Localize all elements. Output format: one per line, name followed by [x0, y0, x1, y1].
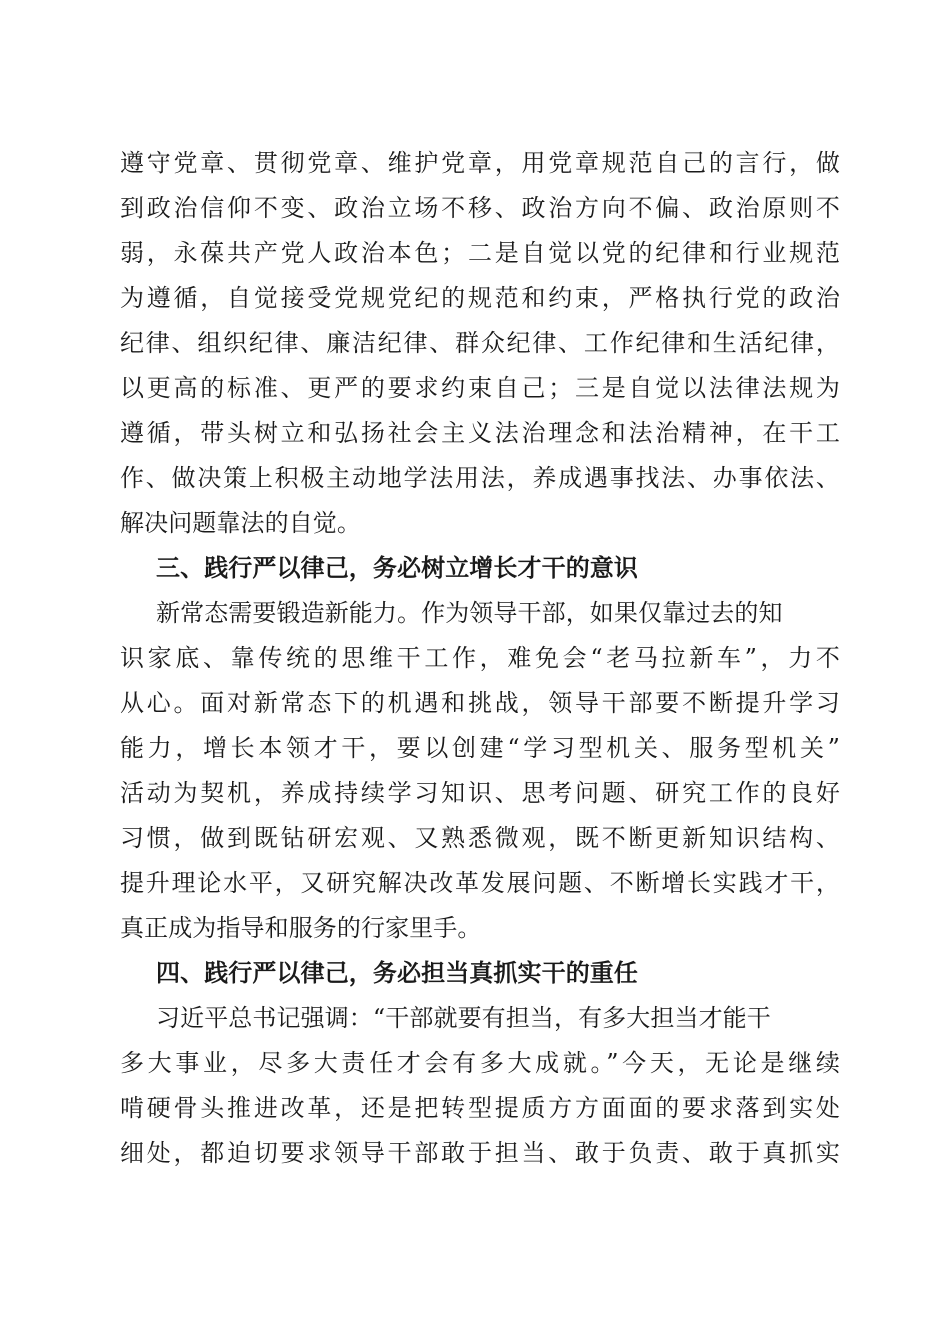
body-text-line: 遵循，带头树立和弘扬社会主义法治理念和法治精神，在干工 — [120, 419, 840, 447]
body-text-line: 多大事业，尽多大责任才会有多大成就。”今天，无论是继续 — [120, 1049, 840, 1077]
body-text-line: 纪律、组织纪律、廉洁纪律、群众纪律、工作纪律和生活纪律， — [120, 329, 840, 357]
body-text-line: 细处，都迫切要求领导干部敢于担当、敢于负责、敢于真抓实 — [120, 1139, 840, 1167]
body-text-line: 遵守党章、贯彻党章、维护党章，用党章规范自己的言行，做 — [120, 149, 840, 177]
body-text-line: 为遵循，自觉接受党规党纪的规范和约束，严格执行党的政治 — [120, 284, 840, 312]
section-heading: 三、践行严以律己，务必树立增长才干的意识 — [156, 554, 638, 582]
body-text-line: 真正成为指导和服务的行家里手。 — [120, 914, 482, 942]
body-text-line: 到政治信仰不变、政治立场不移、政治方向不偏、政治原则不 — [120, 194, 840, 222]
body-text-line: 从心。面对新常态下的机遇和挑战，领导干部要不断提升学习 — [120, 689, 840, 717]
body-text-line: 习近平总书记强调：“干部就要有担当，有多大担当才能干 — [156, 1004, 771, 1032]
body-text-line: 识家底、靠传统的思维干工作，难免会“老马拉新车”，力不 — [120, 644, 840, 672]
section-heading: 四、践行严以律己，务必担当真抓实干的重任 — [156, 959, 638, 987]
body-text-line: 啃硬骨头推进改革，还是把转型提质方方面面的要求落到实处 — [120, 1094, 840, 1122]
body-text-line: 习惯，做到既钻研宏观、又熟悉微观，既不断更新知识结构、 — [120, 824, 840, 852]
body-text-line: 活动为契机，养成持续学习知识、思考问题、研究工作的良好 — [120, 779, 840, 807]
body-text-line: 新常态需要锻造新能力。作为领导干部，如果仅靠过去的知 — [156, 599, 783, 627]
body-text-line: 解决问题靠法的自觉。 — [120, 509, 361, 537]
body-text-line: 弱，永葆共产党人政治本色；二是自觉以党的纪律和行业规范 — [120, 239, 840, 267]
body-text-line: 作、做决策上积极主动地学法用法，养成遇事找法、办事依法、 — [120, 464, 840, 492]
body-text-line: 以更高的标准、更严的要求约束自己；三是自觉以法律法规为 — [120, 374, 840, 402]
body-text-line: 能力，增长本领才干，要以创建“学习型机关、服务型机关” — [120, 734, 840, 762]
body-text-line: 提升理论水平，又研究解决改革发展问题、不断增长实践才干， — [120, 869, 840, 897]
